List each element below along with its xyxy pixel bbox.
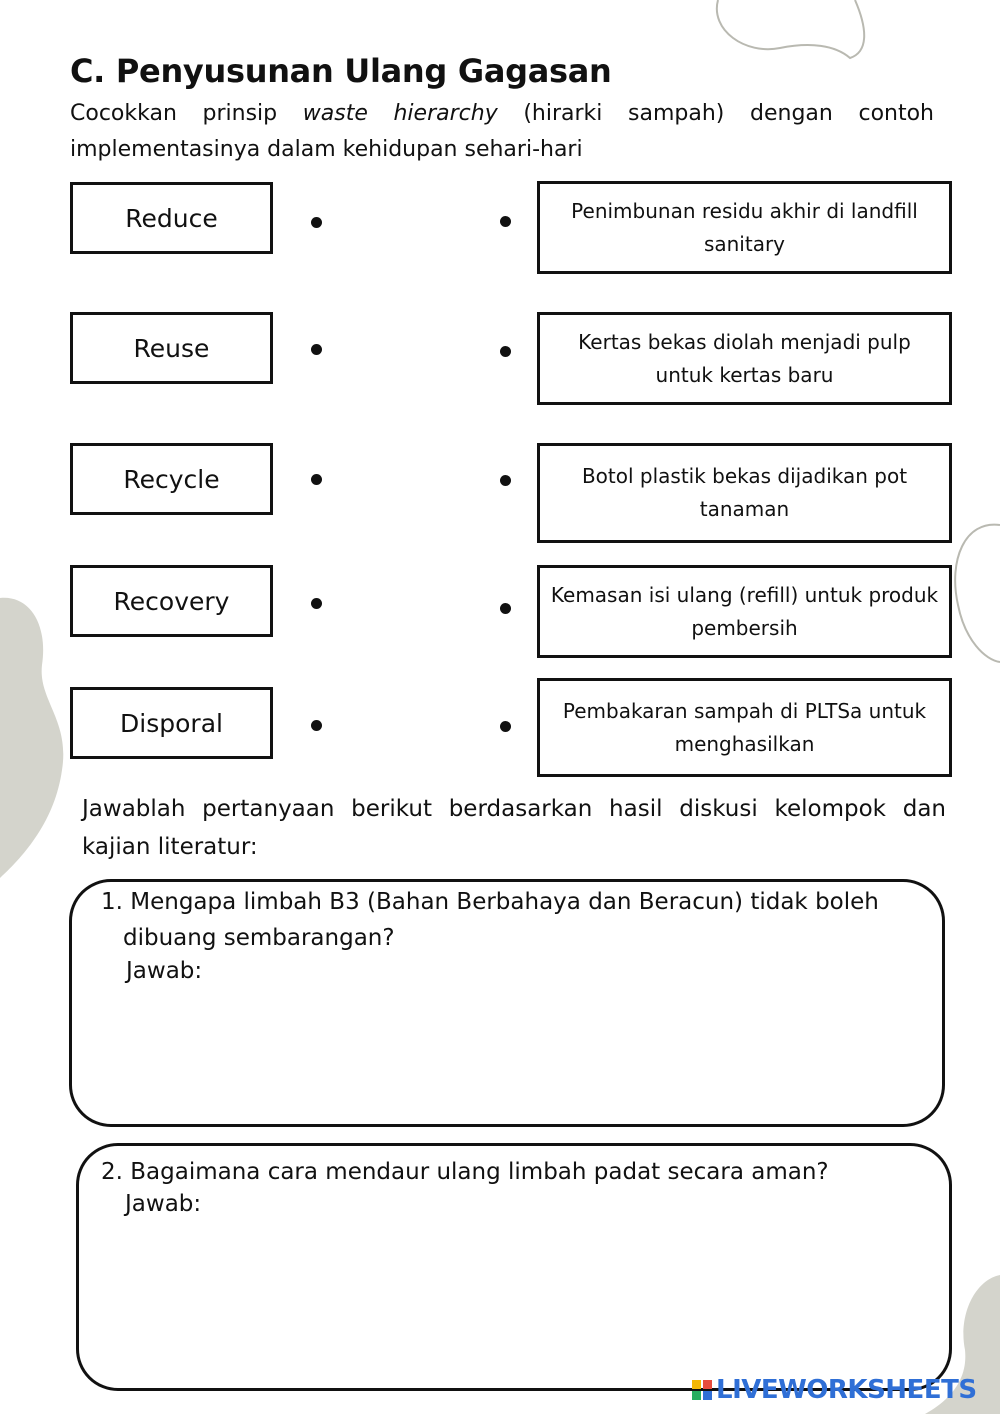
term-dot-reduce[interactable] xyxy=(311,217,322,228)
term-dot-disporal[interactable] xyxy=(311,720,322,731)
example-text-3: Botol plastik bekas dijadikan pot tanaman xyxy=(581,464,908,521)
logo-tile xyxy=(692,1380,701,1389)
questions-intro: Jawablah pertanyaan berikut berdasarkan hasil diskusi kelompok dan kajian literatur: xyxy=(82,796,946,860)
example-text-5: Pembakaran sampah di PLTSa untuk menghasilkan xyxy=(562,698,927,756)
example-box-2[interactable] xyxy=(537,312,952,405)
example-box-4[interactable] xyxy=(537,565,952,658)
instruction-text xyxy=(70,96,934,168)
example-text-1: Penimbunan residu akhir di landfill sanitary xyxy=(571,198,918,256)
example-dot-4[interactable] xyxy=(500,603,511,614)
term-dot-reuse[interactable] xyxy=(311,344,322,355)
term-dot-recovery[interactable] xyxy=(311,598,322,609)
logo-tile xyxy=(692,1391,701,1400)
example-dot-1[interactable] xyxy=(500,216,511,227)
question-2-text: 2. Bagaimana cara mendaur ulang limbah padat secara aman? xyxy=(101,1159,829,1185)
logo-tile xyxy=(703,1380,712,1389)
liveworksheets-logo-icon xyxy=(692,1380,712,1400)
instruction-italic: waste hierarchy xyxy=(302,101,498,126)
example-box-3[interactable] xyxy=(537,443,952,543)
term-recycle[interactable]: Recycle xyxy=(70,443,273,515)
decor-blob-left xyxy=(0,598,63,878)
example-dot-3[interactable] xyxy=(500,475,511,486)
logo-tile xyxy=(703,1391,712,1400)
decor-outline-right xyxy=(955,525,1000,662)
question-2-answer-label: Jawab: xyxy=(125,1191,202,1217)
term-disporal[interactable]: Disporal xyxy=(70,687,273,759)
example-text-2: Kertas bekas diolah menjadi pulp untuk kertas baru xyxy=(578,329,911,387)
decor-outline-top-right xyxy=(717,0,864,58)
page-title: C. Penyusunan Ulang Gagasan xyxy=(70,52,612,90)
term-reuse[interactable]: Reuse xyxy=(70,312,273,384)
term-recovery[interactable]: Recovery xyxy=(70,565,273,637)
example-dot-5[interactable] xyxy=(500,721,511,732)
liveworksheets-wordmark: LIVEWORKSHEETS xyxy=(716,1375,977,1405)
example-dot-2[interactable] xyxy=(500,346,511,357)
question-1-answer-label: Jawab: xyxy=(126,958,203,984)
instruction-after: (hirarki sampah) dengan contoh implementasinya dalam kehidupan sehari-hari xyxy=(70,101,934,162)
term-dot-recycle[interactable] xyxy=(311,474,322,485)
term-reduce[interactable]: Reduce xyxy=(70,182,273,254)
example-text-4: Kemasan isi ulang (refill) untuk produk pembersih xyxy=(550,582,939,640)
question-1-text: 1. Mengapa limbah B3 (Bahan Berbahaya dan Beracun) tidak boleh dibuang sembarangan? xyxy=(101,889,879,951)
example-box-1[interactable] xyxy=(537,181,952,274)
liveworksheets-logo xyxy=(692,1374,977,1406)
example-box-5[interactable] xyxy=(537,678,952,777)
instruction-before: Cocokkan prinsip xyxy=(70,101,303,126)
